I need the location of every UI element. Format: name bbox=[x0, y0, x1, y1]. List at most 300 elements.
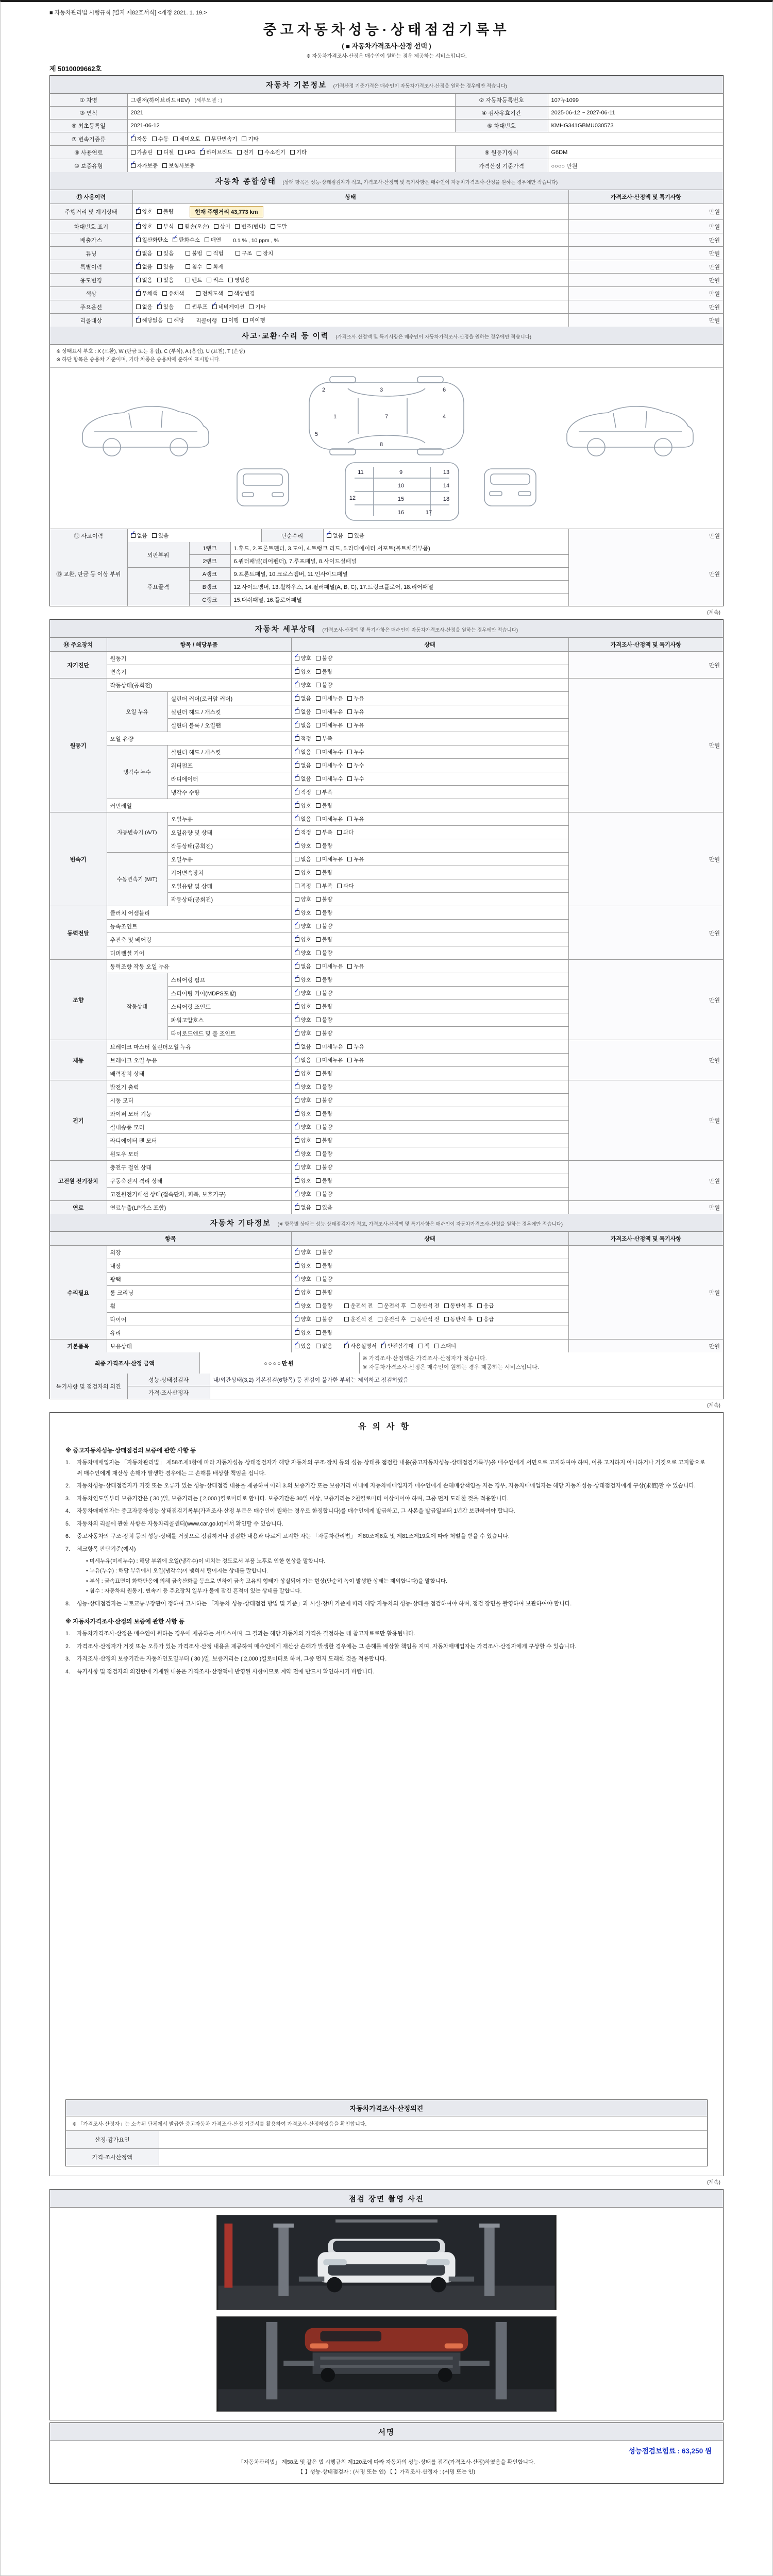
checkbox-box bbox=[294, 1313, 300, 1321]
checkbox-없음[interactable] bbox=[295, 694, 311, 702]
remarks-table bbox=[50, 1374, 723, 1399]
checkbox-label: 없음 bbox=[300, 762, 311, 769]
checkbox-LPG[interactable] bbox=[178, 149, 195, 156]
checkbox-불량[interactable] bbox=[316, 1016, 332, 1024]
checkbox-있음[interactable] bbox=[348, 532, 364, 539]
checkbox-미세누유[interactable] bbox=[316, 1056, 343, 1064]
checkbox-없음[interactable] bbox=[294, 705, 311, 716]
checkbox-미세누유[interactable] bbox=[316, 708, 343, 716]
checkbox-해당없음[interactable] bbox=[136, 316, 163, 324]
checkbox-미세누유[interactable] bbox=[316, 721, 343, 729]
checkbox-불량[interactable] bbox=[316, 936, 332, 943]
checkbox-적정[interactable] bbox=[294, 732, 311, 742]
checkbox-label: 무단변속기 bbox=[211, 136, 238, 142]
checkbox-양호[interactable] bbox=[294, 1326, 311, 1336]
checkbox-없음[interactable] bbox=[294, 745, 311, 756]
state-cell bbox=[291, 692, 568, 705]
notice-heading: ※ 자동차가격조사·산정의 보증에 관한 사항 등 bbox=[65, 1619, 184, 1625]
signature-parties: 【 】성능·상태점검자 : (서명 또는 인) 【 】가격조사·산정자 : (서명 또는 인) bbox=[297, 2468, 476, 2475]
checkbox-box bbox=[316, 1071, 321, 1076]
checkbox-자동[interactable] bbox=[130, 132, 147, 143]
checkbox-box bbox=[152, 533, 157, 538]
car-side-view-right bbox=[567, 406, 693, 456]
checkbox-부족[interactable] bbox=[316, 735, 332, 742]
section-box-1 bbox=[49, 75, 724, 606]
checkbox-불량[interactable] bbox=[316, 1302, 332, 1310]
checkbox-label: 전체도색 bbox=[202, 291, 223, 297]
checkbox-양호[interactable] bbox=[295, 1029, 311, 1037]
checkbox-불량[interactable] bbox=[316, 1029, 332, 1037]
checkbox-불량[interactable] bbox=[316, 989, 332, 997]
checkbox-box bbox=[316, 964, 321, 969]
rank1-parts: 1.후드, 2.프론트펜더, 3.도어, 4.트렁크 리드, 5.라디에이터 서포트(볼트체결부품) bbox=[230, 542, 568, 555]
simple-repair-label: 단순수리 bbox=[261, 529, 323, 542]
item-label: 타이어 bbox=[107, 1313, 291, 1326]
checkbox-누유[interactable] bbox=[347, 1043, 364, 1050]
checkbox-box bbox=[316, 951, 321, 955]
checkbox-없음[interactable] bbox=[295, 761, 311, 769]
device-label: 변속기 bbox=[50, 812, 107, 906]
checkbox-없음[interactable] bbox=[295, 855, 311, 863]
checkbox-양호[interactable] bbox=[294, 906, 311, 917]
checkbox-운전석 전[interactable] bbox=[344, 1315, 373, 1323]
device-label: 자기진단 bbox=[50, 652, 107, 679]
checkbox-도말[interactable] bbox=[271, 223, 287, 230]
vehicle-submodel: (세부모델 : ) bbox=[194, 98, 223, 104]
checkbox-양호[interactable] bbox=[294, 1134, 311, 1144]
checkbox-응급[interactable] bbox=[477, 1315, 494, 1323]
checkbox-label: 불량 bbox=[322, 1017, 333, 1023]
checkbox-적정[interactable] bbox=[295, 828, 311, 836]
checkbox-미세누유[interactable] bbox=[316, 694, 343, 702]
checkbox-불량[interactable] bbox=[316, 1262, 332, 1269]
device-label: 조향 bbox=[50, 960, 107, 1040]
detail-note: (가격조사·산정액 및 특기사항은 매수인이 자동차가격조사·산정을 원하는 경우에만 적습니다) bbox=[322, 628, 518, 633]
checkbox-없음[interactable] bbox=[326, 529, 343, 539]
item-label: 냉각수 수량 bbox=[167, 786, 291, 799]
checkbox-label: 양호 bbox=[300, 1178, 311, 1184]
item-label: 보유상태 bbox=[107, 1340, 291, 1353]
state-cell bbox=[291, 1174, 568, 1188]
remarks-inspector-label: 성능·상태점검자 bbox=[127, 1374, 210, 1386]
sub-group-label: 냉각수 누수 bbox=[107, 745, 167, 799]
checkbox-렌트[interactable] bbox=[186, 276, 202, 284]
checkbox-불량[interactable] bbox=[316, 1070, 332, 1077]
checkbox-이행[interactable] bbox=[222, 316, 239, 324]
checkbox-양호[interactable] bbox=[295, 869, 311, 876]
checkbox-유채색[interactable] bbox=[162, 290, 184, 297]
checkbox-불량[interactable] bbox=[316, 802, 332, 809]
checkbox-해당[interactable] bbox=[167, 316, 184, 324]
check-group bbox=[344, 1315, 498, 1324]
checkbox-label: 기타 bbox=[248, 136, 259, 142]
checkbox-불량[interactable] bbox=[316, 842, 332, 850]
checkbox-기타[interactable] bbox=[242, 135, 258, 143]
checkbox-구조[interactable] bbox=[236, 249, 252, 257]
checkbox-label: 적정 bbox=[300, 883, 311, 889]
check-group bbox=[295, 882, 359, 890]
summary-table bbox=[50, 190, 723, 327]
checkbox-있음[interactable] bbox=[316, 1204, 332, 1211]
checkbox-box bbox=[316, 843, 321, 848]
check-group bbox=[295, 855, 369, 863]
check-group bbox=[295, 1176, 338, 1185]
checkbox-누유[interactable] bbox=[347, 694, 364, 702]
checkbox-없음[interactable] bbox=[294, 812, 311, 823]
checkbox-불량[interactable] bbox=[316, 949, 332, 957]
checkbox-label: 양호 bbox=[300, 1276, 311, 1282]
checkbox-양호[interactable] bbox=[294, 665, 311, 675]
checkbox-없음[interactable] bbox=[295, 1056, 311, 1064]
basic-info-header bbox=[50, 76, 723, 94]
checkbox-불법[interactable] bbox=[186, 249, 202, 257]
checkbox-탄화수소[interactable] bbox=[172, 233, 200, 244]
checkbox-label: 구조 bbox=[241, 250, 252, 257]
notice-text: 자동차가격조사·산정은 매수인이 원하는 경우에 제공하는 서비스이며, 그 결과는 해당 자동차의 가격을 결정하는 데 참고자료로만 활용됩니다. bbox=[77, 1631, 415, 1637]
checkbox-동반석 후[interactable] bbox=[444, 1315, 473, 1323]
checkbox-부식[interactable] bbox=[157, 223, 174, 230]
checkbox-양호[interactable] bbox=[294, 1107, 311, 1117]
checkbox-부족[interactable] bbox=[316, 882, 332, 890]
checkbox-불량[interactable] bbox=[316, 1315, 332, 1323]
checkbox-불량[interactable] bbox=[316, 1329, 332, 1336]
checkbox-미세누유[interactable] bbox=[316, 815, 343, 823]
checkbox-썬루프[interactable] bbox=[186, 303, 207, 311]
checkbox-부족[interactable] bbox=[316, 788, 332, 796]
checkbox-부족[interactable] bbox=[316, 828, 332, 836]
checkbox-불량[interactable] bbox=[316, 1163, 332, 1171]
checkbox-label: 운전석 전 bbox=[350, 1316, 373, 1323]
checkbox-불량[interactable] bbox=[316, 1110, 332, 1117]
checkbox-불량[interactable] bbox=[316, 909, 332, 917]
checkbox-양호[interactable] bbox=[295, 654, 311, 662]
checkbox-없음[interactable] bbox=[295, 962, 311, 970]
checkbox-불량[interactable] bbox=[316, 1177, 332, 1184]
checkbox-box bbox=[347, 750, 352, 754]
checkbox-불량[interactable] bbox=[316, 1190, 332, 1198]
checkbox-box bbox=[316, 937, 321, 942]
checkbox-양호[interactable] bbox=[295, 1248, 311, 1256]
table-row bbox=[50, 1374, 723, 1386]
checkbox-label: 불량 bbox=[322, 1191, 333, 1197]
checkbox-동반석 전[interactable] bbox=[411, 1302, 440, 1310]
checkbox-적법[interactable] bbox=[207, 249, 223, 257]
checkbox-없음[interactable] bbox=[294, 1201, 311, 1211]
checkbox-label: 동반석 전 bbox=[417, 1316, 440, 1323]
check-group bbox=[136, 316, 189, 325]
checkbox-양호[interactable] bbox=[295, 681, 311, 689]
checkbox-label: 양호 bbox=[300, 1164, 311, 1171]
checkbox-없음[interactable] bbox=[294, 772, 311, 783]
rank2-parts: 6.쿼터패널(리어펜더), 7.루프패널, 8.사이드실패널 bbox=[230, 555, 568, 568]
checkbox-양호[interactable] bbox=[295, 1190, 311, 1198]
check-mark: ✓ bbox=[294, 719, 300, 726]
checkbox-없음[interactable] bbox=[294, 1040, 311, 1050]
checkbox-양호[interactable] bbox=[294, 1013, 311, 1024]
checkbox-label: 없음 bbox=[142, 304, 153, 310]
checkbox-불량[interactable] bbox=[157, 208, 174, 215]
summary-title: 자동차 종합상태 bbox=[215, 178, 276, 186]
form-reference: ■ 자동차관리법 시행규칙 [별지 제82호서식] <개정 2021. 1. 19.> bbox=[49, 10, 207, 16]
checkbox-불량[interactable] bbox=[316, 1248, 332, 1256]
checkbox-화재[interactable] bbox=[207, 263, 223, 270]
checkbox-label: 미세누유 bbox=[322, 816, 343, 822]
check-group bbox=[295, 667, 338, 676]
checkbox-없음[interactable] bbox=[136, 276, 153, 284]
checkbox-미세누유[interactable] bbox=[316, 962, 343, 970]
checkbox-누수[interactable] bbox=[347, 748, 364, 756]
item-label: 실린더 커버(로커암 커버) bbox=[167, 692, 291, 705]
checkbox-양호[interactable] bbox=[294, 1080, 311, 1091]
table-row bbox=[50, 146, 723, 159]
notice-item bbox=[65, 1667, 708, 1677]
checkbox-운전석 후[interactable] bbox=[378, 1315, 407, 1323]
checkbox-box bbox=[347, 763, 352, 768]
checkbox-label: 양호 bbox=[300, 1124, 311, 1130]
checkbox-장치[interactable] bbox=[257, 249, 273, 257]
checkbox-label: 양호 bbox=[300, 910, 311, 916]
checkbox-label: 양호 bbox=[300, 1030, 311, 1037]
checkbox-label: 없음 bbox=[142, 264, 153, 270]
checkbox-box bbox=[294, 1246, 300, 1255]
checkbox-불량[interactable] bbox=[316, 668, 332, 675]
checkbox-box bbox=[294, 1040, 300, 1049]
checkbox-있음[interactable] bbox=[295, 1342, 311, 1350]
checkbox-label: 양호 bbox=[300, 1249, 311, 1256]
checkbox-label: 없음 bbox=[300, 749, 311, 755]
checkbox-양호[interactable] bbox=[294, 799, 311, 809]
checkbox-label: 매연 bbox=[210, 237, 222, 243]
checkbox-누유[interactable] bbox=[347, 721, 364, 729]
checkbox-양호[interactable] bbox=[295, 1123, 311, 1131]
checkbox-운전석 전[interactable] bbox=[344, 1302, 373, 1310]
checkbox-자가보증[interactable] bbox=[130, 159, 158, 170]
checkbox-box bbox=[316, 1303, 321, 1308]
checkbox-가솔린[interactable] bbox=[131, 148, 153, 156]
checkbox-있음[interactable] bbox=[152, 532, 169, 539]
signature-lines bbox=[50, 2455, 723, 2483]
checkbox-무단변속기[interactable] bbox=[205, 135, 238, 143]
checkbox-있음[interactable] bbox=[157, 249, 174, 257]
checkbox-label: 부족 bbox=[322, 829, 333, 836]
checkbox-box bbox=[316, 1250, 321, 1255]
checkbox-불량[interactable] bbox=[316, 922, 332, 930]
checkbox-스패너[interactable] bbox=[434, 1342, 456, 1350]
checkbox-양호[interactable] bbox=[294, 1259, 311, 1269]
checkbox-box bbox=[444, 1303, 449, 1308]
checkbox-없음[interactable] bbox=[295, 721, 311, 729]
checkbox-box bbox=[294, 1259, 300, 1268]
checkbox-운전석 후[interactable] bbox=[378, 1302, 407, 1310]
checkbox-양호[interactable] bbox=[294, 1299, 311, 1310]
checkbox-리스[interactable] bbox=[207, 276, 223, 284]
checkbox-있음[interactable] bbox=[157, 276, 174, 284]
checkbox-훼손(오손)[interactable] bbox=[178, 223, 209, 230]
row-label: 배출가스 bbox=[50, 233, 132, 247]
checkbox-양호[interactable] bbox=[294, 933, 311, 943]
checkbox-적정[interactable] bbox=[295, 788, 311, 796]
table-row bbox=[50, 107, 723, 120]
checkbox-양호[interactable] bbox=[294, 839, 311, 850]
checkbox-누유[interactable] bbox=[347, 815, 364, 823]
state-cell bbox=[291, 665, 568, 679]
engine-type: G6DM bbox=[548, 146, 723, 159]
checkbox-불량[interactable] bbox=[316, 895, 332, 903]
signature-statement: 「자동차관리법」 제58조 및 같은 법 시행규칙 제120조에 따라 자동차의 성능·상태를 점검(가격조사·산정)하였음을 확인합니다. bbox=[238, 2459, 535, 2465]
checkbox-적정[interactable] bbox=[295, 882, 311, 890]
checkbox-없음[interactable] bbox=[130, 529, 147, 539]
check-mark: ✓ bbox=[294, 1080, 300, 1088]
checkbox-불량[interactable] bbox=[316, 869, 332, 876]
checkbox-네비게이션[interactable] bbox=[211, 300, 245, 311]
summary-header bbox=[50, 172, 723, 190]
checkbox-누수[interactable] bbox=[347, 761, 364, 769]
checkbox-양호[interactable] bbox=[294, 1147, 311, 1158]
checkbox-양호[interactable] bbox=[294, 946, 311, 957]
check-group bbox=[295, 975, 338, 984]
checkbox-미세누수[interactable] bbox=[316, 761, 343, 769]
checkbox-과다[interactable] bbox=[337, 828, 354, 836]
checkbox-양호[interactable] bbox=[294, 1067, 311, 1077]
checkbox-box bbox=[135, 247, 141, 256]
checkbox-양호[interactable] bbox=[295, 1163, 311, 1171]
checkbox-미이행[interactable] bbox=[243, 316, 265, 324]
checkbox-보험사보증[interactable] bbox=[162, 162, 195, 170]
checkbox-label: 해당없음 bbox=[142, 317, 163, 324]
checkbox-있음[interactable] bbox=[157, 263, 174, 270]
notice-number: 2. bbox=[65, 1643, 71, 1650]
notice-item bbox=[65, 1544, 708, 1555]
item-label: 스티어링 기어(MDPS포함) bbox=[167, 987, 291, 1000]
checkbox-변조(변타)[interactable] bbox=[235, 223, 266, 230]
checkbox-색상변경[interactable] bbox=[228, 290, 255, 297]
check-group bbox=[136, 302, 179, 311]
checkbox-불량[interactable] bbox=[316, 1137, 332, 1144]
notice-item bbox=[65, 1654, 708, 1665]
checkbox-안전삼각대[interactable] bbox=[381, 1342, 414, 1350]
check-group bbox=[295, 1002, 338, 1011]
checkbox-수소전기[interactable] bbox=[258, 148, 285, 156]
checkbox-없음[interactable] bbox=[136, 303, 153, 311]
checkbox-불량[interactable] bbox=[316, 976, 332, 984]
checkbox-매연[interactable] bbox=[205, 236, 221, 244]
checkbox-사용설명서[interactable] bbox=[344, 1342, 377, 1350]
checkbox-양호[interactable] bbox=[295, 895, 311, 903]
state-cell bbox=[291, 1246, 568, 1259]
checkbox-하이브리드[interactable] bbox=[200, 148, 232, 156]
checkbox-불량[interactable] bbox=[316, 1123, 332, 1131]
price-cell: 만원 bbox=[568, 812, 723, 906]
checkbox-동반석 전[interactable] bbox=[411, 1315, 440, 1323]
checkbox-label: 양호 bbox=[300, 1316, 311, 1323]
checkbox-불량[interactable] bbox=[316, 1289, 332, 1296]
checkbox-불량[interactable] bbox=[316, 1096, 332, 1104]
checkbox-상이[interactable] bbox=[214, 223, 230, 230]
price-cell: 만원 bbox=[568, 906, 723, 960]
check-group bbox=[295, 1190, 338, 1198]
checkbox-누유[interactable] bbox=[347, 855, 364, 863]
checkbox-양호[interactable] bbox=[295, 989, 311, 997]
checkbox-누유[interactable] bbox=[347, 708, 364, 716]
checkbox-불량[interactable] bbox=[316, 1003, 332, 1010]
final-price-note bbox=[359, 1352, 723, 1374]
checkbox-기타[interactable] bbox=[249, 303, 265, 311]
row-label: 특별이력 bbox=[50, 260, 132, 274]
checkbox-불량[interactable] bbox=[316, 654, 332, 662]
checkbox-양호[interactable] bbox=[135, 220, 153, 230]
checkbox-미세누유[interactable] bbox=[316, 1043, 343, 1050]
checkbox-디젤[interactable] bbox=[157, 148, 174, 156]
price-cell: 만원 bbox=[568, 1040, 723, 1080]
checkbox-누유[interactable] bbox=[347, 1056, 364, 1064]
checkbox-label: 기타 bbox=[296, 149, 307, 156]
checkbox-과다[interactable] bbox=[337, 882, 354, 890]
checkbox-양호[interactable] bbox=[135, 205, 153, 215]
checkbox-응급[interactable] bbox=[477, 1302, 494, 1310]
checkbox-전체도색[interactable] bbox=[196, 290, 223, 297]
checkbox-box bbox=[294, 973, 300, 982]
checkbox-미세누수[interactable] bbox=[316, 748, 343, 756]
checkbox-양호[interactable] bbox=[295, 1096, 311, 1104]
checkbox-동반석 후[interactable] bbox=[444, 1302, 473, 1310]
field-label-base-price: 가격산정 기준가격 bbox=[455, 159, 548, 173]
checkbox-잭[interactable] bbox=[418, 1342, 430, 1350]
state-cell bbox=[291, 1259, 568, 1273]
accident-history-label: ⑫ 사고이력 bbox=[50, 529, 127, 542]
checkbox-불량[interactable] bbox=[316, 1083, 332, 1091]
check-mark: ✓ bbox=[294, 1188, 300, 1195]
checkbox-전기[interactable] bbox=[237, 148, 254, 156]
svg-text:10: 10 bbox=[397, 483, 405, 489]
checkbox-label: 불량 bbox=[322, 870, 333, 876]
checkbox-미세누수[interactable] bbox=[316, 775, 343, 783]
check-group bbox=[344, 1301, 498, 1310]
checkbox-없음[interactable] bbox=[316, 1342, 332, 1350]
checkbox-box bbox=[186, 251, 190, 256]
checkbox-양호[interactable] bbox=[294, 1286, 311, 1296]
car-diagram-wrap bbox=[50, 368, 723, 529]
checkbox-불량[interactable] bbox=[316, 681, 332, 689]
checkbox-누수[interactable] bbox=[347, 775, 364, 783]
checkbox-양호[interactable] bbox=[294, 973, 311, 984]
checkbox-있음[interactable] bbox=[156, 300, 174, 311]
checkbox-없음[interactable] bbox=[136, 249, 153, 257]
checkbox-불량[interactable] bbox=[316, 1150, 332, 1158]
checkbox-누유[interactable] bbox=[347, 962, 364, 970]
checkbox-침수[interactable] bbox=[186, 263, 202, 270]
checkbox-불량[interactable] bbox=[316, 1275, 332, 1283]
checkbox-양호[interactable] bbox=[294, 1000, 311, 1010]
checkbox-무채색[interactable] bbox=[135, 287, 158, 297]
checkbox-양호[interactable] bbox=[295, 1275, 311, 1283]
checkbox-label: 양호 bbox=[300, 669, 311, 675]
svg-text:11: 11 bbox=[358, 469, 364, 476]
checkbox-양호[interactable] bbox=[294, 1174, 311, 1184]
checkbox-영업용[interactable] bbox=[228, 276, 250, 284]
checkbox-기타[interactable] bbox=[290, 148, 307, 156]
checkbox-없음[interactable] bbox=[135, 260, 153, 270]
state-cell bbox=[291, 772, 568, 786]
checkbox-box bbox=[222, 318, 227, 323]
checkbox-미세누유[interactable] bbox=[316, 855, 343, 863]
checkbox-양호[interactable] bbox=[295, 1315, 311, 1323]
checkbox-label: 누유 bbox=[354, 709, 364, 715]
checkbox-세미오토[interactable] bbox=[173, 135, 200, 143]
item-label: 디퍼렌셜 기어 bbox=[107, 946, 291, 960]
checkbox-양호[interactable] bbox=[295, 922, 311, 930]
checkbox-수동[interactable] bbox=[152, 135, 169, 143]
checkbox-일산화탄소[interactable] bbox=[135, 233, 169, 244]
